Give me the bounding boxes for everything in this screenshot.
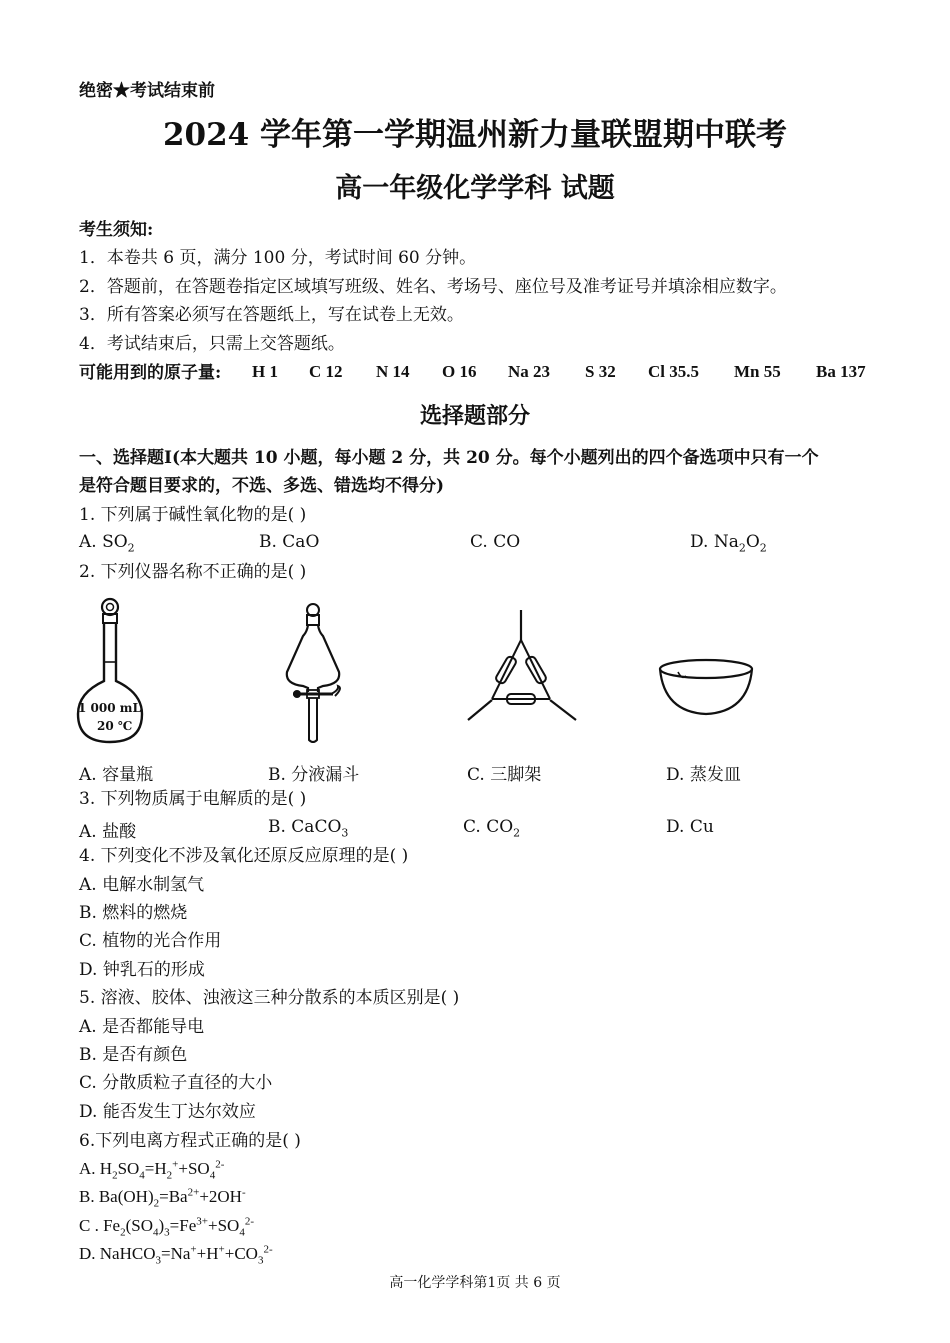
question-1: 1. 下列属于碱性氧化物的是( ) xyxy=(79,505,307,525)
page-footer: 高一化学学科第1页 共 6 页 xyxy=(389,1275,561,1291)
q1-option-a: A. $SO_2$ xyxy=(79,532,135,555)
atomic-mass-ba: Ba 137 xyxy=(816,362,866,381)
notice-item: 3．所有答案必须写在答题纸上，写在试卷上无效。 xyxy=(79,305,464,325)
notice-item: 2．答题前，在答题卷指定区域填写班级、姓名、考场号、座位号及准考证号并填涂相应数字。 xyxy=(79,277,787,297)
notice-item: 4．考试结束后，只需上交答题纸。 xyxy=(79,334,345,354)
q6-option-a: A. $H_2SO_4=H_2^++SO_4^{2-}$ xyxy=(79,1158,225,1182)
clay-triangle-image xyxy=(462,608,582,730)
q5-option-b: B. 是否有颜色 xyxy=(79,1045,188,1065)
question-4: 4. 下列变化不涉及氧化还原反应原理的是( ) xyxy=(79,846,409,866)
atomic-mass-mn: Mn 55 xyxy=(734,362,781,381)
part1-instructions: 一、选择题I(本大题共 10 小题，每小题 2 分，共 20 分。每个小题列出的四个备选项中只有一个 xyxy=(79,448,819,468)
q1-option-b: B. CaO xyxy=(259,532,320,552)
exam-title: 2024 学年第一学期温州新力量联盟期中联考 xyxy=(162,117,788,153)
q6-option-b: B. $Ba(OH)_2=Ba^{2+}+2OH^-$ xyxy=(79,1186,246,1210)
question-6: 6.下列电离方程式正确的是( ) xyxy=(79,1131,301,1151)
question-5: 5. 溶液、胶体、浊液这三种分散系的本质区别是( ) xyxy=(79,988,460,1008)
atomic-mass-o: O 16 xyxy=(442,362,477,381)
q5-option-d: D. 能否发生丁达尔效应 xyxy=(79,1102,256,1122)
q2-option-b: B. 分液漏斗 xyxy=(268,765,360,785)
q2-option-d: D. 蒸发皿 xyxy=(666,765,741,785)
section-title: 选择题部分 xyxy=(419,403,530,429)
flask-label-volume: 1 000 mL xyxy=(78,701,141,715)
atomic-mass-n: N 14 xyxy=(376,362,410,381)
atomic-mass-label: 可能用到的原子量: xyxy=(79,363,222,383)
q2-option-c: C. 三脚架 xyxy=(467,765,542,785)
notice-item: 1．本卷共 6 页，满分 100 分，考试时间 60 分钟。 xyxy=(79,248,477,268)
atomic-mass-na: Na 23 xyxy=(508,362,551,381)
flask-label-temp: 20 ℃ xyxy=(97,719,133,733)
q3-option-c: C. $CO_2$ xyxy=(463,817,521,840)
q3-option-d: D. Cu xyxy=(666,817,714,837)
question-3: 3. 下列物质属于电解质的是( ) xyxy=(79,789,307,809)
q4-option-d: D. 钟乳石的形成 xyxy=(79,960,205,980)
separatory-funnel-image xyxy=(283,600,353,745)
q4-option-c: C. 植物的光合作用 xyxy=(79,931,222,951)
evaporating-dish-image xyxy=(656,658,756,718)
secret-label: 绝密★考试结束前 xyxy=(79,81,215,101)
atomic-mass-h: H 1 xyxy=(252,362,278,381)
notice-heading: 考生须知: xyxy=(79,220,154,240)
q5-option-a: A. 是否都能导电 xyxy=(79,1017,205,1037)
atomic-mass-c: C 12 xyxy=(309,362,343,381)
q6-option-c: C . $Fe_2(SO_4)_3=Fe^{3+}+SO_4^{2-}$ xyxy=(79,1215,254,1239)
q3-option-a: A. 盐酸 xyxy=(79,822,137,842)
part1-instructions-cont: 是符合题目要求的，不选、多选、错选均不得分) xyxy=(79,476,445,496)
atomic-mass-s: S 32 xyxy=(585,362,616,381)
q1-option-c: C. CO xyxy=(470,532,521,552)
atomic-mass-cl: Cl 35.5 xyxy=(648,362,699,381)
q6-option-d: D. $NaHCO_3=Na^++H^++CO_3^{2-}$ xyxy=(79,1243,273,1267)
q2-option-a: A. 容量瓶 xyxy=(79,765,154,785)
q4-option-b: B. 燃料的燃烧 xyxy=(79,903,188,923)
q3-option-b: B. CaCO$_3$ xyxy=(268,817,349,840)
q1-option-d: D. $Na_2O_2$ xyxy=(690,532,767,555)
question-2: 2. 下列仪器名称不正确的是( ) xyxy=(79,562,307,582)
q5-option-c: C. 分散质粒子直径的大小 xyxy=(79,1073,273,1093)
q4-option-a: A. 电解水制氢气 xyxy=(79,875,205,895)
exam-subtitle: 高一年级化学学科 试题 xyxy=(335,173,615,204)
